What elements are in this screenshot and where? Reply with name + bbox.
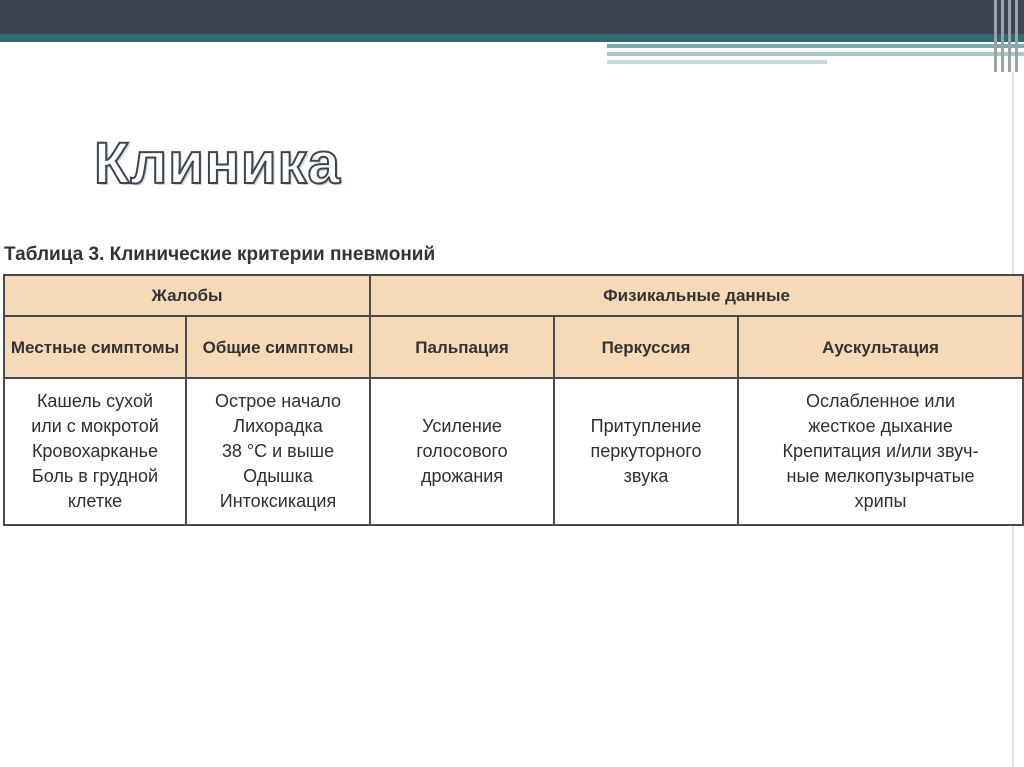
cell-line: клетке	[67, 491, 123, 511]
cell-line: Интоксикация	[219, 491, 337, 511]
decor-line	[607, 60, 827, 64]
cell-line: Ослабленное или	[806, 391, 956, 411]
decor-stripes	[990, 0, 1024, 72]
cell-line: голосового	[416, 441, 508, 461]
cell-line: Лихорадка	[233, 416, 323, 436]
table-row	[4, 378, 1023, 525]
cell-line: Притупление	[590, 416, 702, 436]
column-header: Пальпация	[370, 316, 554, 378]
cell-line: или с мокротой	[31, 416, 159, 436]
decor-line	[607, 52, 1024, 56]
table-cell	[186, 378, 370, 525]
cell-line: ные мелкопузырчатые	[786, 466, 975, 486]
group-header-complaints: Жалобы	[4, 275, 370, 316]
top-bar-accent	[0, 34, 1024, 42]
cell-line: Острое начало	[215, 391, 341, 411]
column-header: Общие симптомы	[186, 316, 370, 378]
slide-title: Клиника	[94, 131, 341, 196]
decor-line	[607, 44, 1024, 48]
cell-line: звука	[623, 466, 669, 486]
table-row	[4, 275, 1023, 316]
cell-line: Крепитация и/или звуч-	[782, 441, 979, 461]
top-bar	[0, 0, 1024, 34]
cell-line: Кровохарканье	[31, 441, 159, 461]
table-cell	[738, 378, 1023, 525]
column-header: Аускультация	[738, 316, 1023, 378]
cell-line: Боль в грудной	[31, 466, 159, 486]
criteria-table	[3, 274, 1024, 526]
table-cell	[4, 378, 186, 525]
cell-line: хрипы	[854, 491, 907, 511]
table-cell	[554, 378, 738, 525]
cell-line: Кашель сухой	[36, 391, 154, 411]
cell-line: дрожания	[420, 466, 504, 486]
cell-line: Усиление	[422, 416, 502, 436]
table-row	[4, 316, 1023, 378]
cell-line: Одышка	[243, 466, 313, 486]
cell-line: 38 °С и выше	[221, 441, 335, 461]
column-header: Перкуссия	[554, 316, 738, 378]
cell-line: перкуторного	[590, 441, 702, 461]
group-header-physical: Физикальные данные	[370, 275, 1023, 316]
column-header: Местные симптомы	[4, 316, 186, 378]
table-caption: Таблица 3. Клинические критерии пневмоний	[4, 244, 436, 265]
table-cell	[370, 378, 554, 525]
cell-line: жесткое дыхание	[808, 416, 953, 436]
